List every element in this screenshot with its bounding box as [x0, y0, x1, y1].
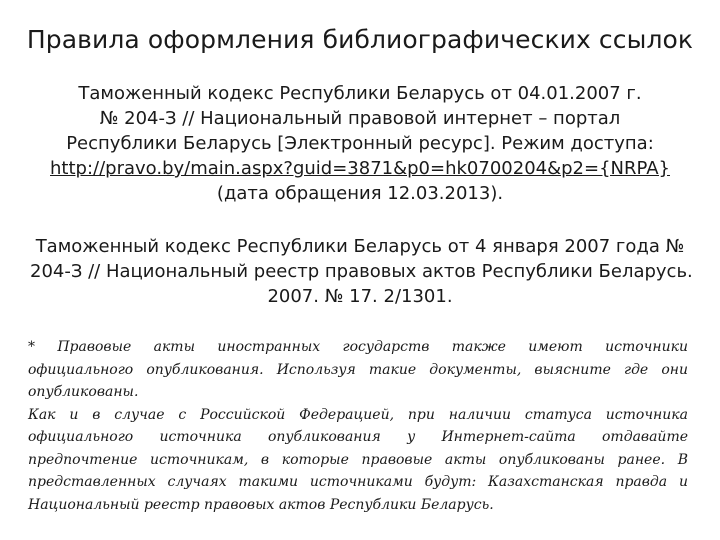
footnote-line: * Правовые акты иностранных государств также имеют источники	[28, 339, 688, 355]
footnote	[28, 336, 688, 516]
footnote-line: Как и в случае с Российской Федерацией, при наличии статуса источника	[28, 406, 688, 423]
footnote-line: Национальный реестр правовых актов Республики Беларусь.	[28, 496, 494, 513]
reference-print	[30, 234, 693, 309]
footnote-line: официального источника опубликования у Интернет-сайта отдавайте	[28, 429, 688, 445]
footnote-line: предпочтение источникам, в которые правовые акты опубликованы ранее. В	[28, 451, 688, 468]
reference-electronic	[30, 81, 690, 206]
reference-line: Таможенный кодекс Республики Беларусь от 04.01.2007 г.	[78, 83, 642, 104]
reference-line: Таможенный кодекс Республики Беларусь от 4 января 2007 года №	[35, 236, 685, 257]
reference-line: 204-З // Национальный реестр правовых актов Республики Беларусь.	[30, 261, 693, 282]
footnote-line: представленных случаях такими источниками будут: Казахстанская правда и	[28, 474, 688, 490]
reference-url-link[interactable]: http://pravo.by/main.aspx?guid=3871&p0=hk0700204&p2={NRPA}	[50, 158, 670, 179]
footnote-line: официального опубликования. Используя такие документы, выясните где они	[28, 361, 688, 378]
reference-line: (дата обращения 12.03.2013).	[216, 183, 504, 204]
reference-line: № 204-З // Национальный правовой интернет – портал	[99, 108, 621, 129]
reference-line: 2007. № 17. 2/1301.	[267, 286, 453, 307]
reference-line: Республики Беларусь [Электронный ресурс]. Режим доступа:	[66, 133, 654, 154]
footnote-line: опубликованы.	[28, 384, 139, 400]
slide-title: Правила оформления библиографических ссылок	[26, 25, 694, 54]
